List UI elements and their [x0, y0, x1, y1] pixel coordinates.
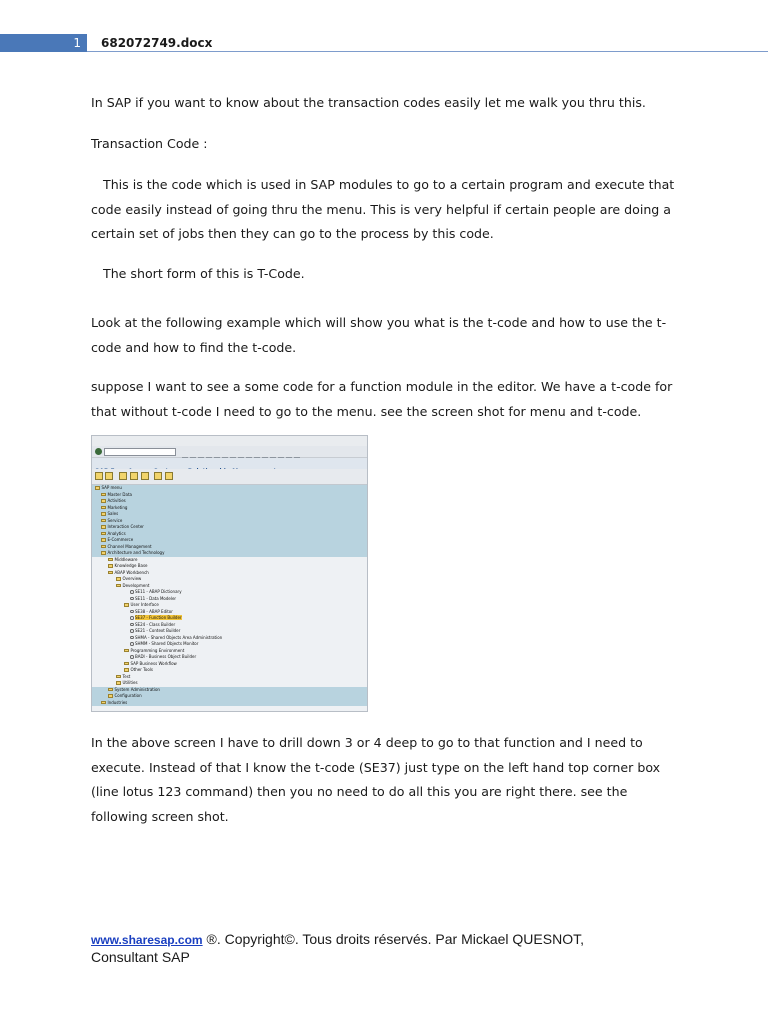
tree-node: SE24 - Class Builder	[92, 622, 367, 629]
folder-icon	[101, 499, 106, 503]
intro-paragraph: In SAP if you want to know about the transaction codes easily let me walk you thru this.	[91, 95, 646, 110]
folder-icon	[101, 538, 106, 542]
sap-application-toolbar	[92, 469, 367, 485]
transaction-icon	[130, 610, 134, 614]
folder-icon	[101, 519, 106, 523]
folder-icon	[116, 584, 121, 588]
folder-icon	[124, 649, 129, 653]
collapse-icon	[165, 472, 173, 480]
transaction-icon	[130, 636, 134, 640]
folder-icon	[124, 603, 129, 607]
tree-node: SE38 - ABAP Editor	[92, 609, 367, 616]
tree-node: Utilities	[92, 680, 367, 687]
tree-node: Other Tools	[92, 667, 367, 674]
sap-menu-tree	[92, 485, 367, 711]
check-icon	[95, 448, 102, 455]
tree-node: Analytics	[92, 531, 367, 538]
tree-node: Master Data	[92, 492, 367, 499]
text-line: following screen shot.	[91, 808, 229, 824]
folder-icon	[101, 701, 106, 705]
transaction-icon	[130, 616, 134, 620]
tree-node: SE37 - Function Builder	[92, 615, 367, 622]
tree-node: Configuration	[92, 693, 367, 700]
folder-icon	[124, 668, 129, 672]
favorites-icon	[119, 472, 127, 480]
tree-node: Activities	[92, 498, 367, 505]
sap-standard-toolbar	[92, 446, 367, 458]
tree-node: SE11 - ABAP Dictionary	[92, 589, 367, 596]
folder-icon	[108, 688, 113, 692]
transaction-icon	[130, 623, 134, 627]
favorites-icon	[130, 472, 138, 480]
footer-line-2: Consultant SAP	[91, 949, 190, 965]
tree-node: SE11 - Data Modeler	[92, 596, 367, 603]
text-line: code easily instead of going thru the menu. This is very helpful if certain people are doing a	[91, 201, 672, 217]
tree-node: SHMA - Shared Objects Area Administration	[92, 635, 367, 642]
tree-node: BADI - Business Object Builder	[92, 654, 367, 661]
tree-node: Test	[92, 674, 367, 681]
text-line: (line lotus 123 command) then you no need to do all this you are right there. see the	[91, 784, 628, 799]
folder-icon	[101, 545, 106, 549]
text-line: suppose I want to see a some code for a function module in the editor. We have a t-code for	[91, 379, 673, 394]
folder-icon	[101, 506, 106, 510]
folder-icon	[108, 694, 113, 698]
text-line: code and how to find the t-code.	[91, 339, 297, 355]
tree-node: Interaction Center	[92, 524, 367, 531]
sharesap-link[interactable]: www.sharesap.com	[91, 933, 203, 947]
page-footer	[91, 931, 584, 966]
tree-node: Architecture and Technology	[92, 550, 367, 557]
tree-node: Programming Environment	[92, 648, 367, 655]
function-module-paragraph	[91, 375, 691, 424]
sap-menu-bar	[92, 436, 367, 446]
tree-node: System Administration	[92, 687, 367, 694]
copyright-text: ®. Copyright©. Tous droits réservés. Par Mickael QUESNOT,	[202, 931, 584, 947]
page-number: 1	[0, 34, 87, 52]
folder-icon	[116, 675, 121, 679]
section-heading: Transaction Code :	[91, 136, 208, 151]
sap-title-bar	[92, 458, 367, 469]
command-field	[104, 448, 176, 456]
tree-node: Service	[92, 518, 367, 525]
text-line: In the above screen I have to drill down 3 or 4 deep to go to that function and I need to	[91, 735, 643, 750]
tree-node: SE21 - Context Builder	[92, 628, 367, 635]
folder-icon	[101, 512, 106, 516]
folder-icon	[108, 564, 113, 568]
menu-icon	[95, 472, 103, 480]
page-header	[0, 34, 768, 52]
tree-node: Industries	[92, 700, 367, 707]
favorites-icon	[141, 472, 149, 480]
folder-icon	[95, 486, 100, 490]
sap-screenshot	[91, 435, 368, 712]
tree-node: Sales	[92, 511, 367, 518]
definition-paragraph	[91, 173, 691, 247]
tree-node: SHMM - Shared Objects Monitor	[92, 641, 367, 648]
example-paragraph	[91, 311, 691, 360]
folder-icon	[101, 525, 106, 529]
tree-node: Development	[92, 583, 367, 590]
menu-icon	[105, 472, 113, 480]
folder-icon	[101, 532, 106, 536]
short-form-paragraph: The short form of this is T-Code.	[103, 266, 305, 281]
folder-icon	[116, 681, 121, 685]
folder-icon	[101, 551, 106, 555]
tree-node: User Interface	[92, 602, 367, 609]
folder-icon	[108, 558, 113, 562]
tree-node: Knowledge Base	[92, 563, 367, 570]
text-line: that without t-code I need to go to the menu. see the screen shot for menu and t-code.	[91, 403, 642, 419]
header-rule	[87, 51, 768, 52]
expand-icon	[154, 472, 162, 480]
tree-node: Overview	[92, 576, 367, 583]
tree-node: Middleware	[92, 557, 367, 564]
text-line: certain set of jobs then they can go to the process by this code.	[91, 226, 494, 241]
document-name: 682072749.docx	[101, 36, 213, 50]
transaction-icon	[130, 597, 134, 601]
transaction-icon	[130, 629, 134, 633]
tree-node: ABAP Workbench	[92, 570, 367, 577]
folder-icon	[116, 577, 121, 581]
text-line: execute. Instead of that I know the t-code (SE37) just type on the left hand top corner box	[91, 759, 661, 775]
drill-down-paragraph	[91, 731, 691, 829]
tree-node: SAP Business Workflow	[92, 661, 367, 668]
folder-icon	[101, 493, 106, 497]
transaction-icon	[130, 655, 134, 659]
transaction-icon	[130, 590, 134, 594]
tree-node: Marketing	[92, 505, 367, 512]
tree-node: SAP menu	[92, 485, 367, 492]
transaction-icon	[130, 642, 134, 646]
text-line: Look at the following example which will show you what is the t-code and how to use the t-	[91, 315, 667, 330]
text-line: This is the code which is used in SAP modules to go to a certain program and execute that	[103, 177, 675, 192]
tree-node: Channel Management	[92, 544, 367, 551]
footer-line	[91, 931, 584, 949]
folder-icon	[124, 662, 129, 666]
folder-icon	[108, 571, 113, 575]
tree-node: E-Commerce	[92, 537, 367, 544]
